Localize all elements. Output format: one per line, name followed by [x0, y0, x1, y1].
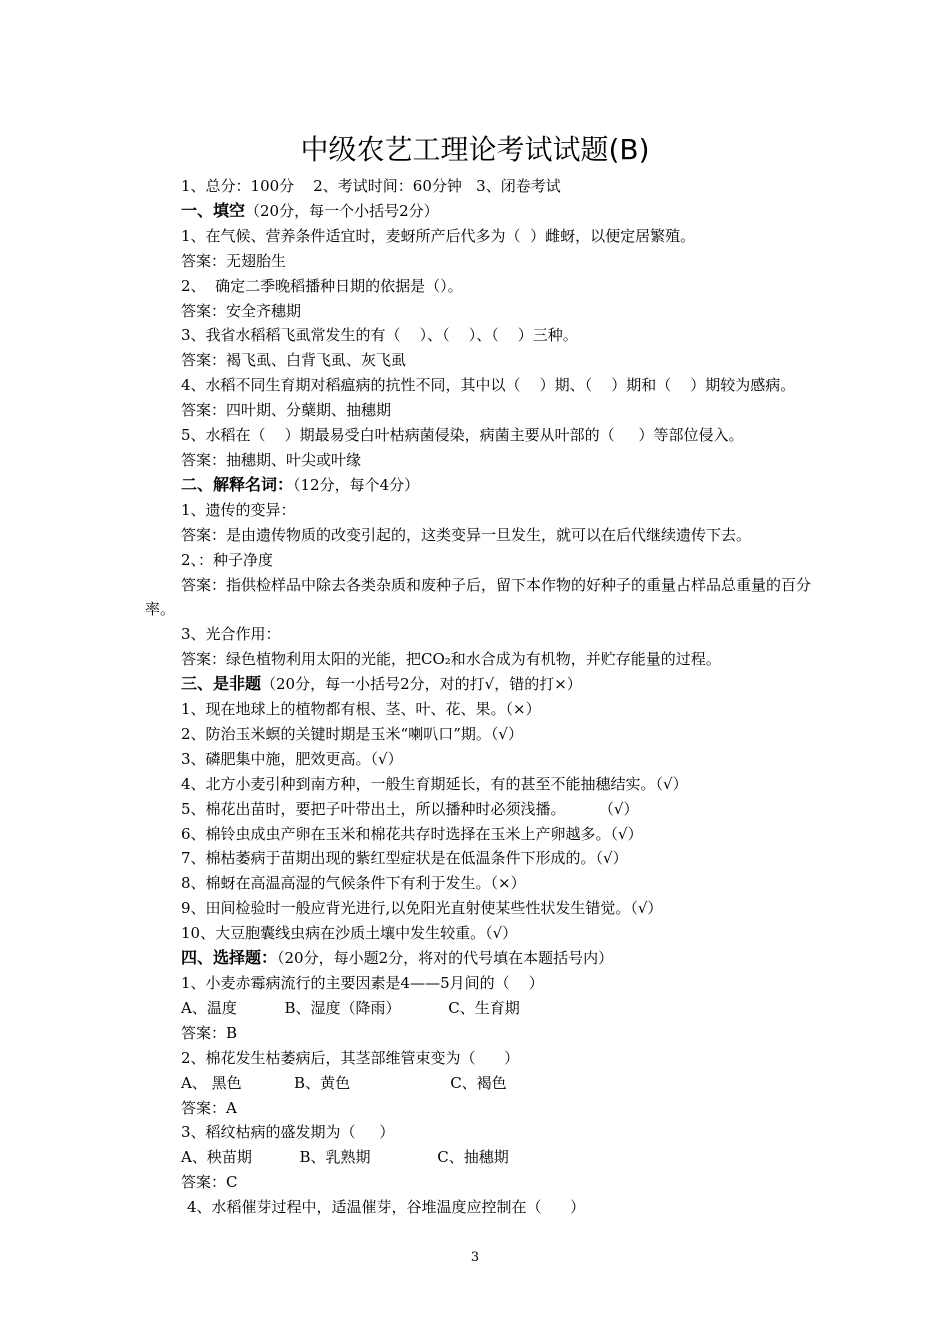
text-line: 答案：抽穗期、叶尖或叶缘: [181, 450, 362, 469]
section-note: （20分，每一小括号2分，对的打√，错的打×）: [261, 675, 582, 694]
text-line: 4、北方小麦引种到南方种，一般生育期延长，有的甚至不能抽穗结实。（√）: [181, 774, 688, 793]
text-line: 答案：绿色植物利用太阳的光能，把CO₂和水合成为有机物，并贮存能量的过程。: [181, 650, 721, 669]
text-line: 答案：是由遗传物质的改变引起的，这类变异一旦发生，就可以在后代继续遗传下去。: [181, 525, 752, 544]
text-line: 答案：褐飞虱、白背飞虱、灰飞虱: [181, 351, 407, 370]
section-note: （20分，每小题2分，将对的代号填在本题括号内）: [277, 949, 614, 968]
section-heading-line: [145, 946, 817, 971]
text-line: A、 黑色 B、黄色 C、褐色: [181, 1073, 507, 1092]
text-line: 3、磷肥集中施，肥效更高。（√）: [181, 749, 403, 768]
text-line: 答案：B: [181, 1023, 238, 1042]
text-line: 9、田间检验时一般应背光进行,以免阳光直射使某些性状发生错觉。（√）: [181, 899, 663, 918]
text-line: 1、小麦赤霉病流行的主要因素是4——5月间的（ ）: [181, 974, 544, 992]
text-line: 8、棉蚜在高温高湿的气候条件下有利于发生。（×）: [181, 874, 526, 893]
section-heading: 一、填空: [181, 200, 246, 220]
text-line: 1、遗传的变异：: [181, 500, 296, 519]
text-line: 2、 确定二季晚稻播种日期的依据是（）。: [181, 276, 463, 295]
text-line: 5、水稻在（ ）期最易受白叶枯病菌侵染，病菌主要从叶部的（ ）等部位侵入。: [181, 426, 744, 445]
section-note: （20分，每一个小括号2分）: [245, 201, 439, 220]
text-line: 1、在气候、营养条件适宜时，麦蚜所产后代多为（ ）雌蚜，以便定居繁殖。: [181, 226, 696, 245]
text-line: 5、棉花出苗时，要把子叶带出土，所以播种时必须浅播。 （√）: [181, 799, 639, 818]
text-line: 3、光合作用：: [181, 625, 281, 644]
text-line: 1、现在地球上的植物都有根、茎、叶、花、果。（×）: [181, 700, 541, 719]
text-line: 答案：四叶期、分蘖期、抽穗期: [181, 401, 392, 420]
text-line: 答案：无翅胎生: [181, 251, 287, 270]
section-heading-line: [145, 473, 817, 498]
text-line: 4、水稻不同生育期对稻瘟病的抗性不同，其中以（ ）期、（ ）期和（ ）期较为感病。: [181, 376, 796, 395]
text-line: 7、棉枯萎病于苗期出现的紫红型症状是在低温条件下形成的。（√）: [181, 849, 628, 868]
text-line: 3、稻纹枯病的盛发期为（ ）: [181, 1123, 395, 1142]
text-line: 答案：安全齐穗期: [181, 301, 302, 320]
page-number: 3: [470, 1250, 480, 1265]
text-line: 6、棉铃虫成虫产卵在玉米和棉花共存时选择在玉米上产卵越多。（√）: [181, 824, 643, 843]
text-line: 2、防治玉米螟的关键时期是玉米“喇叭口”期。（√）: [181, 724, 523, 743]
document-body: [145, 174, 817, 1220]
text-line: 答案：C: [181, 1173, 238, 1192]
text-line: 10、大豆胞囊线虫病在沙质土壤中发生较重。（√）: [181, 924, 518, 943]
section-heading: 三、是非题: [181, 674, 262, 694]
text-line: 2、：种子净度: [181, 550, 274, 569]
section-heading: 四、选择题：: [181, 948, 278, 968]
section-heading-line: [145, 672, 817, 697]
text-line: 1、总分：100分 2、考试时间：60分钟 3、闭卷考试: [181, 177, 561, 195]
section-note: （12分，每个4分）: [293, 475, 420, 494]
page-title: 中级农艺工理论考试试题(B): [300, 133, 650, 166]
text-line: A、秧苗期 B、乳熟期 C、抽穗期: [181, 1148, 509, 1167]
section-heading-line: [145, 199, 817, 224]
text-line: 2、棉花发生枯萎病后，其茎部维管束变为（ ）: [181, 1048, 520, 1067]
text-line: 答案：指供检样品中除去各类杂质和废种子后，留下本作物的好种子的重量占样品总重量的百分率。: [145, 575, 812, 619]
section-heading: 二、解释名词：: [181, 474, 294, 494]
text-line: 4、水稻催芽过程中，适温催芽，谷堆温度应控制在（ ）: [187, 1198, 586, 1217]
text-line: A、温度 B、湿度（降雨） C、生育期: [181, 998, 520, 1017]
text-line: 3、我省水稻稻飞虱常发生的有（ ）、（ ）、（ ）三种。: [181, 326, 578, 345]
text-line: 答案：A: [181, 1098, 237, 1117]
